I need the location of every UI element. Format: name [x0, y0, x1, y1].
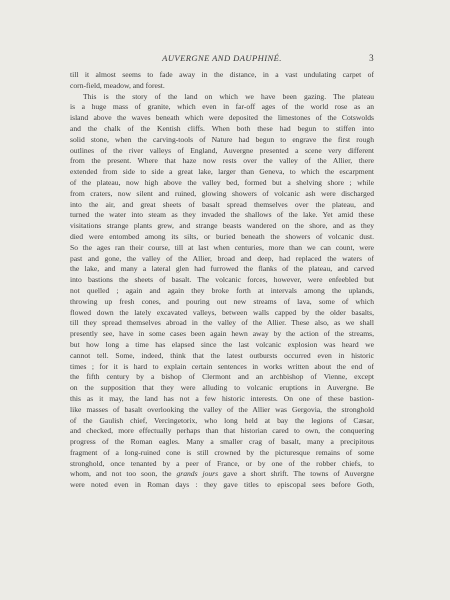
text-segment: flowed down the lately excavated valleys, between walls capped by the older basalts, — [70, 307, 374, 317]
text-segment: fragment of a long-ruined cone is still crowned by the picturesque remains of some — [70, 447, 374, 457]
text-line — [70, 156, 374, 167]
text-line — [70, 243, 374, 254]
text-segment: the lake, and many a lateral glen had furrowed the flanks of the plateau, and carved — [70, 264, 374, 274]
text-line — [70, 189, 374, 200]
text-segment: and checked, more effectually perhaps than that historian cared to own, the conquering — [70, 426, 374, 436]
text-segment: progress of the Roman eagles. Many a smaller crag of basalt, many a precipitous — [70, 437, 374, 447]
text-line — [70, 124, 374, 135]
page-header — [70, 53, 374, 65]
text-line — [70, 405, 374, 416]
text-segment: till it almost seems to fade away in the distance, in a vast undulating carpet of — [70, 70, 374, 79]
text-segment: gave a short shrift. The towns of Auvergne — [218, 469, 374, 479]
text-segment: were noted even in Roman days : they gave titles to episcopal sees before Goth, — [70, 480, 374, 490]
text-segment: not quelled ; again and again they broke forth at intervals among the uplands, — [70, 285, 374, 295]
text-segment: corn-field, meadow, and forest. — [70, 80, 165, 90]
text-line — [70, 416, 374, 427]
text-segment: outlines of the river valleys of England, Auvergne presented a scene very different — [70, 145, 374, 155]
text-segment: throwing up fresh cones, and pouring out new streams of lava, some of which — [70, 296, 374, 306]
text-segment: visitations strange plants grew, and strange beasts wandered on the shore, and as they — [70, 221, 374, 231]
text-line — [70, 459, 374, 470]
text-line — [70, 70, 374, 81]
text-line — [70, 92, 374, 103]
text-segment: till they spread themselves abroad in the valley of the Allier. These also, as we shall — [70, 318, 374, 328]
text-segment: is a huge mass of granite, which even in far-off ages of the world rose as an — [70, 102, 374, 112]
text-line — [70, 426, 374, 437]
text-line — [70, 372, 374, 383]
text-line — [70, 135, 374, 146]
text-segment: from craters, now silent and ruined, glowing showers of volcanic ash were discharged — [70, 188, 374, 198]
text-line — [70, 221, 374, 232]
text-line — [70, 232, 374, 243]
text-segment: of the plateau, now high above the valley bed, formed but a shelving shore ; while — [70, 177, 374, 187]
text-segment: died were entombed among its silts, or buried beneath the showers of volcanic dust. — [70, 231, 374, 241]
text-segment: island above the waves beneath which were deposited the limestones of the Cotswolds — [70, 113, 374, 123]
text-segment: of the Gaulish chief, Vercingetorix, who long held at bay the legions of Cæsar, — [70, 415, 374, 425]
text-line — [70, 437, 374, 448]
text-segment: solid stone, when the carving-tools of Nature had begun to engrave the first rough — [70, 134, 374, 144]
text-line — [70, 200, 374, 211]
text-segment: into the air, and great sheets of basalt spread themselves over the plateau, and — [70, 199, 374, 209]
text-line — [70, 178, 374, 189]
text-line — [70, 383, 374, 394]
text-line — [70, 210, 374, 221]
text-line — [70, 102, 374, 113]
italic-phrase: grands jours — [176, 469, 219, 479]
text-segment: whom, and not too soon, the — [70, 469, 177, 479]
text-line — [70, 318, 374, 329]
running-head: AUVERGNE AND DAUPHINÉ. — [162, 53, 282, 63]
text-line — [70, 297, 374, 308]
text-line — [70, 469, 374, 480]
text-segment: this as it may, the land has not a few historic interests. On one of these bastion- — [70, 393, 374, 403]
text-line — [70, 480, 374, 491]
text-segment: like masses of basalt overlooking the valley of the Allier was Gergovia, the stronghold — [70, 404, 374, 414]
text-line — [70, 308, 374, 319]
text-line — [70, 275, 374, 286]
text-segment: past and gone, the valley of the Allier, broad and deep, had replaced the waters of — [70, 253, 374, 263]
text-segment: from the present. Where that haze now rests over the valley of the Allier, there — [70, 156, 374, 166]
text-line — [70, 146, 374, 157]
text-segment: stronghold, once tenanted by a peer of France, or by one of the robber chiefs, to — [70, 458, 374, 468]
text-segment: presently see, have in some cases been again hewn away by the action of the streams, — [70, 329, 374, 339]
text-line — [70, 394, 374, 405]
text-line — [70, 167, 374, 178]
text-segment: but how long a time has elapsed since the last volcanic explosion was heard we — [70, 339, 374, 349]
text-segment: into bastions the sheets of basalt. The volcanic forces, however, were enfeebled but — [70, 275, 374, 285]
text-segment: times ; for it is hard to explain certain sentences in works written about the end of — [70, 361, 374, 371]
text-segment: on the supposition that they were alluding to volcanic eruptions in Auvergne. Be — [70, 383, 374, 393]
text-segment: cannot tell. Some, indeed, think that the latest outbursts occurred even in historic — [70, 350, 374, 360]
text-segment: extended from side to side a great lake, larger than Geneva, to which the escarpment — [70, 167, 374, 177]
text-line — [70, 286, 374, 297]
text-segment: So the ages ran their course, till at last when centuries, more than we can count, were — [70, 242, 374, 252]
text-segment: turned the water into steam as they invaded the shallows of the lake. Yet amid these — [70, 210, 374, 220]
page-number: 3 — [369, 53, 374, 63]
text-line — [70, 362, 374, 373]
text-line — [70, 448, 374, 459]
text-segment: This is the story of the land on which we have been gazing. The plateau — [83, 91, 374, 101]
text-segment: and the chalk of the Kentish cliffs. When both these had begun to stiffen into — [70, 123, 374, 133]
text-line — [70, 264, 374, 275]
text-line — [70, 113, 374, 124]
text-line — [70, 254, 374, 265]
text-segment: the fifth century by a bishop of Clermont and an archbishop of Vienne, except — [70, 372, 374, 382]
text-line — [70, 329, 374, 340]
text-line — [70, 351, 374, 362]
body-text — [70, 70, 374, 491]
text-line — [70, 81, 374, 92]
text-line — [70, 340, 374, 351]
